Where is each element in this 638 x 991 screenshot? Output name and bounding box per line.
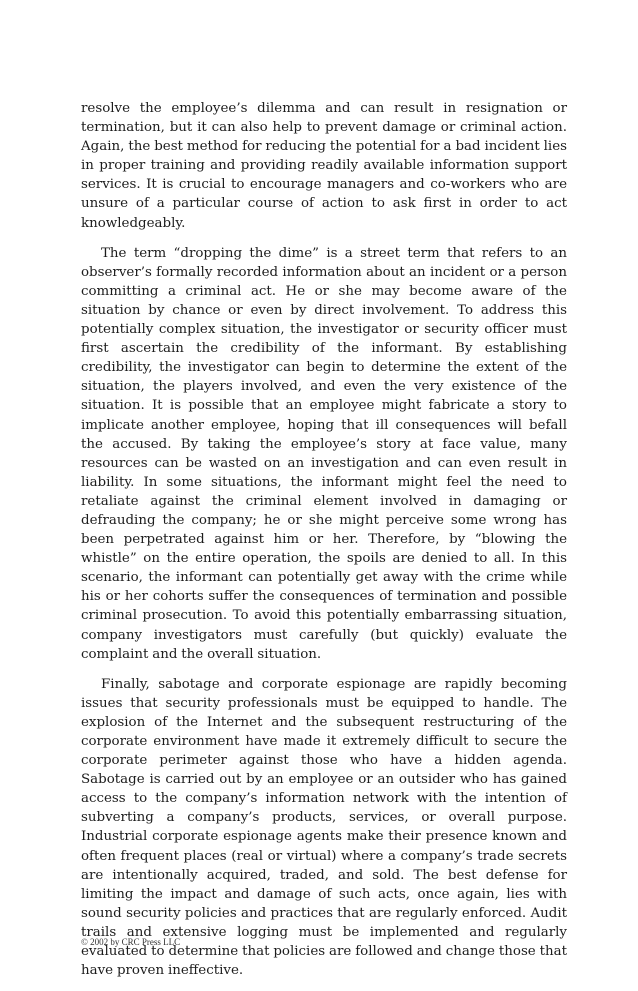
page-body xyxy=(81,99,567,991)
paragraph-continuation: resolve the employee’s dilemma and can result in resignation or termination, but it can also help to prevent damage or criminal action. Again, the best method for reducing the potential for a bad incident lies in proper training and providing readily available information support services. It is crucial to encourage managers and co-workers who are unsure of a particular course of action to ask first in order to act knowledgeably. xyxy=(81,101,567,231)
paragraph-dropping-the-dime: The term “dropping the dime” is a street term that refers to an observer’s formally recorded information about an incident or a person committing a criminal act. He or she may become aware of the situation by chance or even by direct involvement. To address this potentially complex situation, the investigator or security officer must first ascertain the credibility of the informant. By establishing credibility, the investigator can begin to determine the extent of the situation, the players involved, and even the very existence of the situation. It is possible that an employee might fabricate a story to implicate another employee, hoping that ill consequences will befall the accused. By taking the employee’s story at face value, many resources can be wasted on an investigation and can even result in liability. In some situations, the informant might feel the need to retaliate against the criminal element involved in damaging or defrauding the company; he or she might perceive some wrong has been perpetrated against him or her. Therefore, by “blowing the whistle” on the entire operation, the spoils are denied to all. In this scenario, the informant can potentially get away with the crime while his or her cohorts suffer the consequences of termination and possible criminal prosecution. To avoid this potentially embarrassing situation, company investigators must carefully (but quickly) evaluate the complaint and the overall situation. xyxy=(81,245,567,662)
paragraph-sabotage-espionage: Finally, sabotage and corporate espionage are rapidly becoming issues that security professionals must be equipped to handle. The explosion of the Internet and the subsequent restructuring of the corporate environment have made it extremely difficult to secure the corporate perimeter against those who have a hidden agenda. Sabotage is carried out by an employee or an outsider who has gained access to the company’s information network with the intention of subverting a company’s products, services, or overall purpose. Industrial corporate espionage agents make their presence known and often frequent places (real or virtual) where a company’s trade secrets are intentionally acquired, traded, and sold. The best defense for limiting the impact and damage of such acts, once again, lies with sound security policies and practices that are regularly enforced. Audit trails and extensive logging must be implemented and regularly evaluated to determine that policies are followed and change those that have proven ineffective. xyxy=(81,676,567,979)
copyright-footer: © 2002 by CRC Press LLC xyxy=(81,937,181,947)
